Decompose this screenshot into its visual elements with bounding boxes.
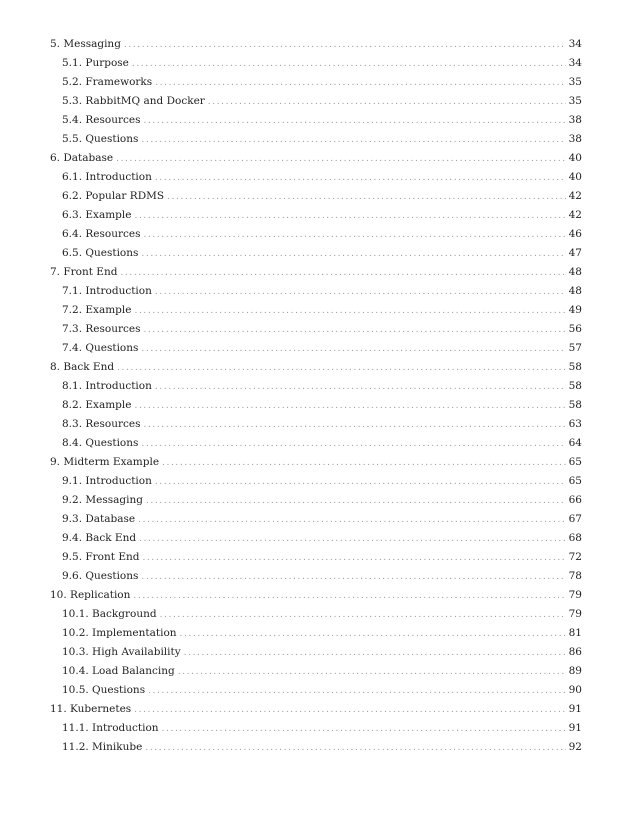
toc-entry-label[interactable]: 7.1. Introduction <box>62 285 152 297</box>
toc-entry-label[interactable]: 10.4. Load Balancing <box>62 665 175 677</box>
toc-entry-label[interactable]: 9.1. Introduction <box>62 475 152 487</box>
toc-entry-label[interactable]: 9.6. Questions <box>62 570 139 582</box>
toc-page-number: 92 <box>568 741 582 753</box>
toc-page-number: 46 <box>568 228 582 240</box>
toc-entry-label[interactable]: 10. Replication <box>50 589 131 601</box>
toc-page-number: 47 <box>568 247 582 259</box>
dot-leader <box>134 302 566 321</box>
toc-entry-9-2[interactable] <box>50 491 582 510</box>
toc-page-number: 89 <box>568 665 582 677</box>
dot-leader <box>141 340 566 359</box>
toc-entry-label[interactable]: 5.1. Purpose <box>62 57 129 69</box>
dot-leader <box>162 720 566 739</box>
toc-page-number: 67 <box>568 513 582 525</box>
toc-entry-6-5[interactable] <box>50 244 582 263</box>
toc-entry-5-4[interactable] <box>50 111 582 130</box>
toc-page-number: 42 <box>568 209 582 221</box>
toc-entry-9-6[interactable] <box>50 567 582 586</box>
toc-entry-11[interactable] <box>50 700 582 719</box>
toc-entry-7-1[interactable] <box>50 282 582 301</box>
dot-leader <box>143 226 566 245</box>
dot-leader <box>134 397 566 416</box>
toc-entry-label[interactable]: 7.4. Questions <box>62 342 139 354</box>
toc-page-number: 48 <box>568 266 582 278</box>
toc-page-number: 58 <box>568 380 582 392</box>
toc-page-number: 38 <box>568 114 582 126</box>
dot-leader <box>145 739 566 758</box>
toc-page-number: 56 <box>568 323 582 335</box>
toc-page-number: 34 <box>568 38 582 50</box>
toc-entry-8-2[interactable] <box>50 396 582 415</box>
toc-entry-label[interactable]: 5. Messaging <box>50 38 121 50</box>
toc-entry-label[interactable]: 8.4. Questions <box>62 437 139 449</box>
toc-page-number: 64 <box>568 437 582 449</box>
dot-leader <box>180 625 566 644</box>
toc-entry-label[interactable]: 9. Midterm Example <box>50 456 160 468</box>
toc-page-number: 49 <box>568 304 582 316</box>
toc-entry-label[interactable]: 10.1. Background <box>62 608 157 620</box>
toc-page-number: 91 <box>568 722 582 734</box>
toc-entry-6-2[interactable] <box>50 187 582 206</box>
toc-entry-6-4[interactable] <box>50 225 582 244</box>
dot-leader <box>143 321 566 340</box>
dot-leader <box>146 492 566 511</box>
dot-leader <box>141 435 566 454</box>
dot-leader <box>162 454 566 473</box>
toc-entry-11-2[interactable] <box>50 738 582 757</box>
dot-leader <box>148 682 566 701</box>
dot-leader <box>134 207 566 226</box>
toc-entry-label[interactable]: 6.2. Popular RDMS <box>62 190 165 202</box>
dot-leader <box>120 264 566 283</box>
toc-entry-label[interactable]: 9.4. Back End <box>62 532 137 544</box>
toc-page-number: 66 <box>568 494 582 506</box>
dot-leader <box>208 93 566 112</box>
toc-entry-label[interactable]: 11.2. Minikube <box>62 741 143 753</box>
toc-page-number: 40 <box>568 171 582 183</box>
toc-entry-11-1[interactable] <box>50 719 582 738</box>
toc-entry-5-2[interactable] <box>50 73 582 92</box>
toc-page-number: 65 <box>568 456 582 468</box>
toc-page-number: 81 <box>568 627 582 639</box>
toc-entry-6-3[interactable] <box>50 206 582 225</box>
toc-page-number: 72 <box>568 551 582 563</box>
dot-leader <box>141 568 566 587</box>
toc-entry-label[interactable]: 10.2. Implementation <box>62 627 177 639</box>
toc-page-number: 86 <box>568 646 582 658</box>
toc-entry-5-1[interactable] <box>50 54 582 73</box>
dot-leader <box>134 701 566 720</box>
dot-leader <box>184 644 566 663</box>
dot-leader <box>124 36 566 55</box>
toc-page-number: 48 <box>568 285 582 297</box>
toc-entry-label[interactable]: 6. Database <box>50 152 114 164</box>
toc-page-number: 68 <box>568 532 582 544</box>
dot-leader <box>132 55 566 74</box>
toc-page-number: 63 <box>568 418 582 430</box>
dot-leader <box>155 378 566 397</box>
toc-entry-label[interactable]: 5.2. Frameworks <box>62 76 153 88</box>
toc-entry-5-5[interactable] <box>50 130 582 149</box>
toc-entry-10-3[interactable] <box>50 643 582 662</box>
toc-entry-label[interactable]: 9.2. Messaging <box>62 494 143 506</box>
toc-entry-8[interactable] <box>50 358 582 377</box>
toc-entry-9[interactable] <box>50 453 582 472</box>
toc-entry-10-5[interactable] <box>50 681 582 700</box>
toc-entry-10-4[interactable] <box>50 662 582 681</box>
dot-leader <box>155 473 566 492</box>
toc-entry-8-1[interactable] <box>50 377 582 396</box>
toc-entry-label[interactable]: 8.1. Introduction <box>62 380 152 392</box>
dot-leader <box>142 549 566 568</box>
toc-entry-label[interactable]: 10.5. Questions <box>62 684 146 696</box>
dot-leader <box>141 245 566 264</box>
toc-page-number: 90 <box>568 684 582 696</box>
dot-leader <box>133 587 566 606</box>
dot-leader <box>143 416 566 435</box>
toc-entry-7-4[interactable] <box>50 339 582 358</box>
toc-page-number: 34 <box>568 57 582 69</box>
dot-leader <box>141 131 566 150</box>
dot-leader <box>155 169 566 188</box>
toc-entry-7[interactable] <box>50 263 582 282</box>
dot-leader <box>167 188 566 207</box>
toc-entry-label[interactable]: 7.3. Resources <box>62 323 141 335</box>
toc-entry-label[interactable]: 5.5. Questions <box>62 133 139 145</box>
dot-leader <box>178 663 566 682</box>
toc-page-number: 58 <box>568 361 582 373</box>
toc-entry-label[interactable]: 5.3. RabbitMQ and Docker <box>62 95 205 107</box>
toc-entry-6[interactable] <box>50 149 582 168</box>
toc-entry-5-3[interactable] <box>50 92 582 111</box>
toc-entry-label[interactable]: 8. Back End <box>50 361 115 373</box>
toc-entry-7-2[interactable] <box>50 301 582 320</box>
table-of-contents <box>50 35 582 757</box>
toc-page-number: 79 <box>568 589 582 601</box>
toc-entry-8-4[interactable] <box>50 434 582 453</box>
toc-entry-9-3[interactable] <box>50 510 582 529</box>
toc-page-number: 65 <box>568 475 582 487</box>
toc-entry-5[interactable] <box>50 35 582 54</box>
toc-entry-label[interactable]: 8.3. Resources <box>62 418 141 430</box>
toc-entry-7-3[interactable] <box>50 320 582 339</box>
dot-leader <box>143 112 566 131</box>
toc-page-number: 35 <box>568 95 582 107</box>
toc-entry-label[interactable]: 10.3. High Availability <box>62 646 181 658</box>
toc-entry-10-1[interactable] <box>50 605 582 624</box>
dot-leader <box>155 283 566 302</box>
toc-entry-label[interactable]: 8.2. Example <box>62 399 132 411</box>
toc-entry-label[interactable]: 11. Kubernetes <box>50 703 132 715</box>
toc-entry-label[interactable]: 6.3. Example <box>62 209 132 221</box>
toc-page-number: 58 <box>568 399 582 411</box>
dot-leader <box>138 511 566 530</box>
toc-entry-label[interactable]: 7.2. Example <box>62 304 132 316</box>
toc-page-number: 57 <box>568 342 582 354</box>
toc-entry-label[interactable]: 11.1. Introduction <box>62 722 159 734</box>
dot-leader <box>160 606 566 625</box>
toc-entry-label[interactable]: 6.4. Resources <box>62 228 141 240</box>
dot-leader <box>116 150 566 169</box>
dot-leader <box>117 359 566 378</box>
toc-page-number: 38 <box>568 133 582 145</box>
dot-leader <box>155 74 566 93</box>
toc-entry-9-1[interactable] <box>50 472 582 491</box>
toc-entry-label[interactable]: 6.1. Introduction <box>62 171 152 183</box>
toc-entry-label[interactable]: 5.4. Resources <box>62 114 141 126</box>
toc-entry-10-2[interactable] <box>50 624 582 643</box>
toc-entry-9-4[interactable] <box>50 529 582 548</box>
toc-entry-6-1[interactable] <box>50 168 582 187</box>
toc-entry-10[interactable] <box>50 586 582 605</box>
toc-entry-label[interactable]: 7. Front End <box>50 266 118 278</box>
toc-page-number: 78 <box>568 570 582 582</box>
toc-page-number: 35 <box>568 76 582 88</box>
toc-page-number: 40 <box>568 152 582 164</box>
dot-leader <box>139 530 566 549</box>
toc-entry-8-3[interactable] <box>50 415 582 434</box>
toc-entry-label[interactable]: 9.5. Front End <box>62 551 140 563</box>
toc-entry-label[interactable]: 9.3. Database <box>62 513 136 525</box>
toc-entry-9-5[interactable] <box>50 548 582 567</box>
toc-page-number: 79 <box>568 608 582 620</box>
toc-page-number: 42 <box>568 190 582 202</box>
toc-page-number: 91 <box>568 703 582 715</box>
toc-entry-label[interactable]: 6.5. Questions <box>62 247 139 259</box>
